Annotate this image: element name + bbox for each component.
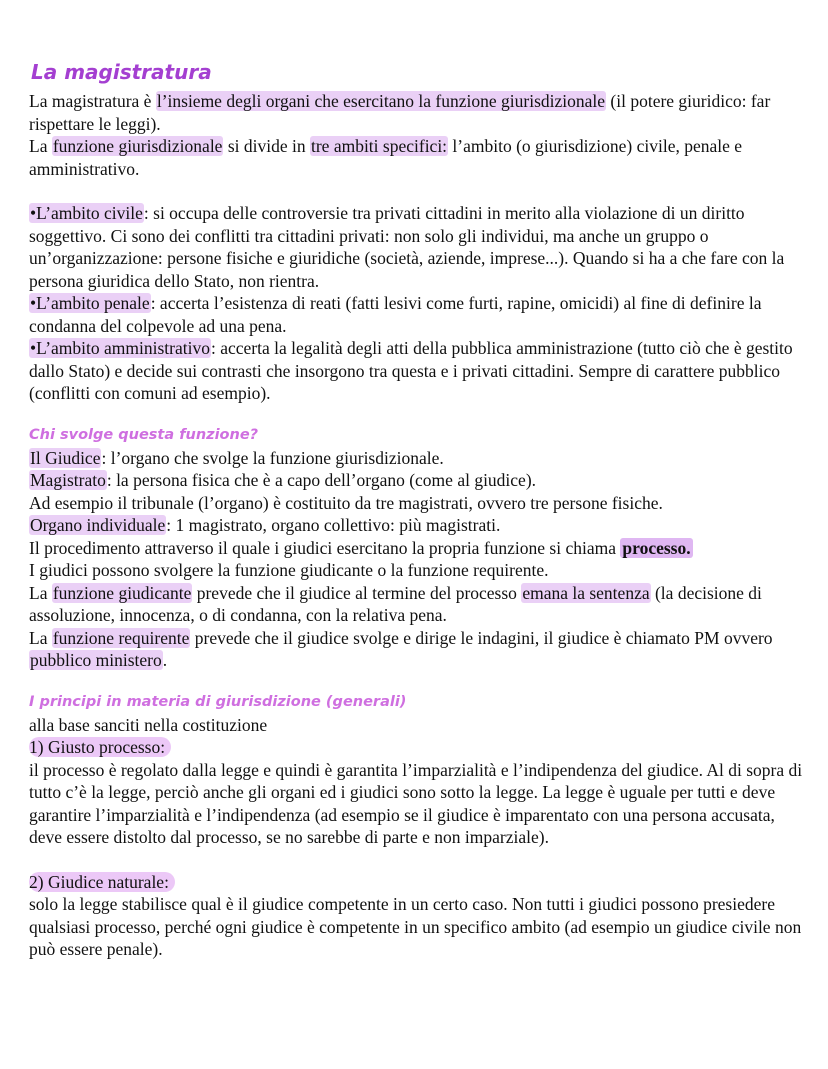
highlight: Magistrato <box>30 470 106 490</box>
highlight: Organo individuale <box>30 515 166 535</box>
highlight: •L’ambito civile <box>30 203 143 223</box>
highlight: l’insieme degli organi che esercitano la funzione giurisdizionale <box>156 91 606 111</box>
highlight: 1) Giusto processo: <box>29 737 171 757</box>
highlight: pubblico ministero <box>30 650 162 670</box>
magistrato-line: Magistrato: la persona fisica che è a capo dell’organo (come al giudice). <box>30 470 537 490</box>
requirente-paragraph: La funzione requirente prevede che il giudice svolge e dirige le indagini, il giudice è chiamato PM ovvero pubblico ministero. <box>29 627 773 670</box>
section-heading-principi: I principi in materia di giurisdizione (generali) <box>29 693 407 710</box>
giudicante-paragraph: La funzione giudicante prevede che il giudice al termine del processo emana la sentenza (la decisione di assoluzione, innocenza, o di condanna, con la relativa pena. <box>29 582 762 625</box>
page-title: La magistratura <box>31 60 212 84</box>
principio-2-label <box>29 871 805 894</box>
processo-line: Il procedimento attraverso il quale i giudici esercitano la propria funzione si chiama processo. <box>29 537 691 558</box>
principi-subline: alla base sanciti nella costituzione <box>29 714 268 735</box>
highlight: funzione requirente <box>52 627 190 648</box>
highlight: funzione giurisdizionale <box>52 136 223 156</box>
section-heading-chi-svolge: Chi svolge questa funzione? <box>29 426 259 443</box>
principio-1-text: il processo è regolato dalla legge e quindi è garantita l’imparzialità e l’indipendenza del giudice. Al di sopra di tutto c’è la legge, perciò anche gli organi ed i giudici sono sotto la legge. La legge è uguale per tutti e deve garantire l’imparzialità e l’indipendenza (ad esempio se il giudice è imparentato con una persona accusata, deve essere distolto dal processo, se no sarebbe di parte e non imparziale). <box>29 759 803 847</box>
highlight: emana la sentenza <box>522 582 650 603</box>
highlight: •L’ambito penale <box>30 293 150 313</box>
funzioni-line: I giudici possono svolgere la funzione giudicante o la funzione requirente. <box>29 560 549 580</box>
highlight: Il Giudice <box>30 447 101 468</box>
organo-line: Organo individuale: 1 magistrato, organo collettivo: più magistrati. <box>30 515 501 535</box>
esempio-line: Ad esempio il tribunale (l’organo) è costituito da tre magistrati, ovvero tre persone fisiche. <box>29 492 663 513</box>
intro-paragraph-2: La funzione giurisdizionale si divide in tre ambiti specifici: l’ambito (o giurisdizione) civile, penale e amministrativo. <box>29 136 743 179</box>
intro-paragraph-1: La magistratura è l’insieme degli organi che esercitano la funzione giurisdizionale (il potere giuridico: far rispettare le leggi). <box>29 91 771 134</box>
document-content <box>29 58 805 961</box>
highlight: 2) Giudice naturale: <box>29 872 175 892</box>
highlight: funzione giudicante <box>52 582 192 603</box>
highlight: •L’ambito amministrativo <box>30 338 210 358</box>
highlight: tre ambiti specifici: <box>310 136 448 156</box>
ambito-amministrativo: •L’ambito amministrativo: accerta la legalità degli atti della pubblica amministrazione (tutto ciò che è gestito dallo Stato) e decide sui contrasti che insorgono tra questa e i privati cittadini. Sempre di carattere pubblico (conflitti con comuni ad esempio). <box>29 338 793 403</box>
highlight-bold: processo. <box>622 537 691 558</box>
principio-1-label <box>29 736 805 759</box>
giudice-line: Il Giudice: l’organo che svolge la funzione giurisdizionale. <box>30 447 444 468</box>
ambito-civile: •L’ambito civile: si occupa delle controversie tra privati cittadini in merito alla violazione di un diritto soggettivo. Ci sono dei conflitti tra cittadini privati: non solo gli individui, ma anche un gruppo o un’organizzazione: persone fisiche e giuridiche (società, aziende, imprese...). Quando si ha a che fare con la persona giuridica dello Stato, non rientra. <box>29 203 785 291</box>
ambito-penale: •L’ambito penale: accerta l’esistenza di reati (fatti lesivi come furti, rapine, omicidi) al fine di definire la condanna del colpevole ad una pena. <box>29 293 762 336</box>
principio-2-text: solo la legge stabilisce qual è il giudice competente in un certo caso. Non tutti i giudici possono presiedere qualsiasi processo, perché ogni giudice è competente in un specifico ambito (ad esempio un giudice civile non può essere penale). <box>29 894 802 959</box>
